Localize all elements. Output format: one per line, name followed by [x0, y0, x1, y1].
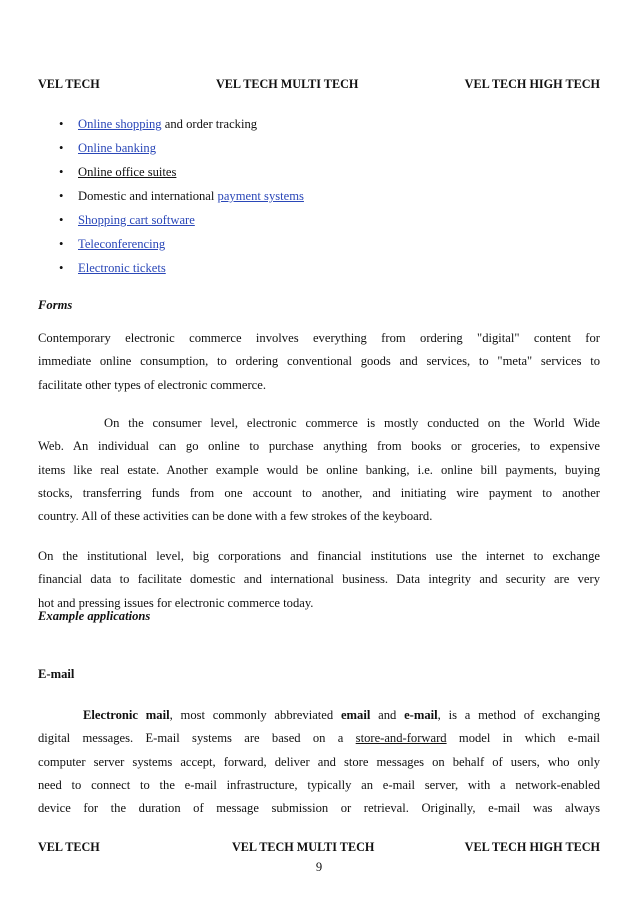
- text-line: Web. An individual can go online to purchase anything from books or groceries, to expensive: [38, 439, 600, 454]
- list-item: [38, 233, 304, 257]
- text-line: On the institutional level, big corporations and financial institutions use the internet to exchange: [38, 549, 600, 563]
- header-center: VEL TECH MULTI TECH: [216, 77, 359, 91]
- term-e-mail: e-mail: [404, 708, 438, 722]
- text-line: device for the duration of message submission or retrieval. Originally, e-mail was always: [38, 801, 600, 816]
- text-run: , most commonly abbreviated: [169, 708, 341, 722]
- text-line: [38, 727, 600, 750]
- text-line: On the consumer level, electronic commerce is mostly conducted on the World Wide: [104, 416, 600, 430]
- list-item: [38, 161, 304, 185]
- email-heading: E-mail: [38, 667, 75, 681]
- list-item-text: Domestic and international: [78, 189, 218, 203]
- example-applications-heading: Example applications: [38, 609, 151, 623]
- footer-right: VEL TECH HIGH TECH: [464, 840, 600, 854]
- forms-heading: Forms: [38, 298, 73, 312]
- text-line: hot and pressing issues for electronic commerce today.: [38, 595, 314, 610]
- list-item: [38, 137, 304, 161]
- paragraph-forms: [38, 327, 600, 397]
- list-item: [38, 185, 304, 209]
- text-line: items like real estate. Another example would be online banking, i.e. online bill payments, buying: [38, 462, 600, 477]
- term-email: email: [340, 708, 371, 722]
- text-line: [38, 704, 600, 727]
- text-line: immediate online consumption, to ordering conventional goods and services, to "meta" services to: [38, 354, 600, 369]
- shopping-cart-software-link[interactable]: Shopping cart software: [78, 213, 195, 227]
- online-office-suites-link[interactable]: Online office suites: [78, 165, 177, 179]
- electronic-tickets-link[interactable]: Electronic tickets: [78, 261, 166, 275]
- footer-center: VEL TECH MULTI TECH: [232, 840, 375, 854]
- online-banking-link[interactable]: Online banking: [78, 141, 156, 155]
- text-line: computer server systems accept, forward, deliver and store messages on behalf of users, who only: [38, 754, 600, 769]
- text-line: financial data to facilitate domestic and international business. Data integrity and security are very: [38, 572, 600, 587]
- header-right: VEL TECH HIGH TECH: [464, 77, 600, 91]
- paragraph-institutional-level: [38, 545, 600, 615]
- text-run: digital messages. E-mail systems are based on a: [38, 731, 356, 746]
- text-line: stocks, transferring funds from one account to another, and initiating wire payment to another: [38, 485, 600, 500]
- text-line: facilitate other types of electronic commerce.: [38, 377, 266, 392]
- page-number: 9: [315, 860, 323, 874]
- text-line: country. All of these activities can be done with a few strokes of the keyboard.: [38, 509, 433, 524]
- list-item: [38, 257, 304, 281]
- header-left: VEL TECH: [38, 77, 100, 91]
- applications-bullet-list: [38, 113, 304, 281]
- payment-systems-link[interactable]: payment systems: [217, 189, 304, 203]
- teleconferencing-link[interactable]: Teleconferencing: [78, 237, 166, 251]
- footer-left: VEL TECH: [38, 840, 100, 854]
- text-run: , is a method of exchanging: [437, 708, 601, 722]
- store-and-forward-link[interactable]: store-and-forward: [355, 731, 447, 746]
- list-item: [38, 209, 304, 233]
- text-line: need to connect to the e-mail infrastructure, typically an e-mail server, with a network-enabled: [38, 777, 600, 792]
- text-run: model in which e-mail: [446, 731, 601, 746]
- page-header: [38, 77, 600, 93]
- term-electronic-mail: Electronic mail: [83, 708, 170, 722]
- paragraph-email: [38, 704, 600, 820]
- paragraph-consumer-level: [38, 412, 600, 528]
- list-item: [38, 113, 304, 137]
- text-line: Contemporary electronic commerce involves everything from ordering "digital" content for: [38, 331, 600, 345]
- text-run: and: [370, 708, 405, 722]
- list-item-text: and order tracking: [161, 117, 258, 131]
- document-page: [38, 0, 600, 903]
- page-footer: [38, 840, 600, 856]
- online-shopping-link[interactable]: Online shopping: [78, 117, 162, 131]
